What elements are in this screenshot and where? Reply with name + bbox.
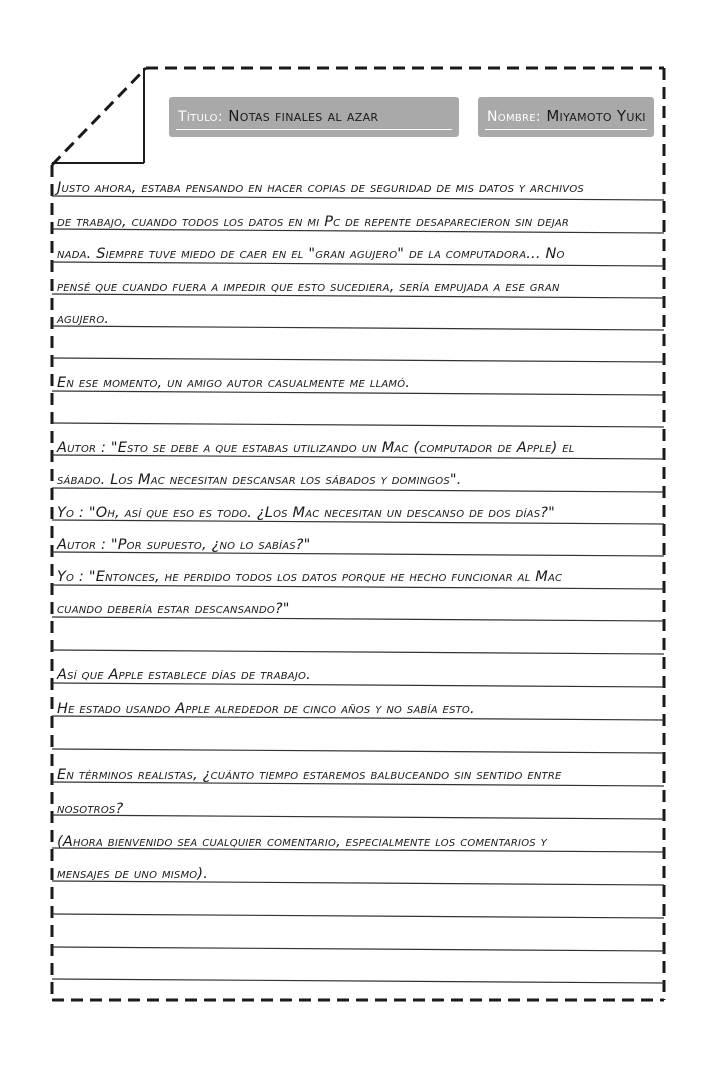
- ruled-line: [52, 815, 664, 819]
- text-line: Yo : "Entonces, he perdido todos los datos porque he hecho funcionar al Mac: [57, 569, 563, 585]
- text-line: He estado usando Apple alrededor de cinco años y no sabía esto.: [57, 701, 475, 717]
- text-line: Justo ahora, estaba pensando en hacer copias de seguridad de mis datos y archivos: [57, 180, 584, 196]
- text-line: Autor : "Por supuesto, ¿no lo sabías?": [57, 537, 311, 553]
- text-line: Yo : "Oh, así que eso es todo. ¿Los Mac necesitan un descanso de dos días?": [57, 505, 556, 521]
- ruled-line: [52, 947, 664, 951]
- folded-corner-diagonal: [52, 68, 146, 165]
- title-label: Título:: [178, 109, 223, 125]
- title-value: Notas finales al azar: [228, 107, 379, 125]
- ruled-line: [52, 617, 664, 621]
- text-line: mensajes de uno mismo).: [57, 866, 209, 882]
- name-label: Nombre:: [487, 109, 541, 125]
- ruled-line: [52, 326, 664, 330]
- ruled-line: [52, 683, 664, 687]
- ruled-line: [52, 585, 664, 589]
- text-line: de trabajo, cuando todos los datos en mi Pc de repente desaparecieron sin dejar: [57, 214, 570, 230]
- ruled-line: [52, 262, 664, 266]
- title-field: [169, 97, 459, 137]
- ruled-line: [52, 196, 664, 200]
- ruled-line: [52, 423, 664, 427]
- name-underline: [485, 129, 647, 130]
- text-line: sábado. Los Mac necesitan descansar los sábados y domingos".: [57, 472, 462, 488]
- text-line: En ese momento, un amigo autor casualmente me llamó.: [57, 375, 411, 391]
- text-line: agujero.: [57, 311, 110, 327]
- text-line: nada. Siempre tuve miedo de caer en el "gran agujero" de la computadora... No: [57, 246, 565, 262]
- text-line: Autor : "Esto se debe a que estabas utilizando un Mac (computador de Apple) el: [57, 440, 575, 456]
- ruled-line: [52, 650, 664, 654]
- text-line: (Ahora bienvenido sea cualquier comentario, especialmente los comentarios y: [57, 834, 547, 850]
- ruled-line: [52, 914, 664, 918]
- text-line: pensé que cuando fuera a impedir que esto sucediera, sería empujada a ese gran: [57, 279, 560, 295]
- name-value: Miyamoto Yuki: [546, 107, 646, 125]
- ruled-line: [52, 979, 664, 983]
- title-underline: [176, 129, 452, 130]
- name-field: [478, 97, 654, 137]
- text-line: cuando debería estar descansando?": [57, 601, 290, 617]
- text-line: nosotros?: [57, 801, 124, 817]
- ruled-line: [52, 488, 664, 492]
- ruled-line: [52, 391, 664, 395]
- text-line: Así que Apple establece días de trabajo.: [57, 667, 311, 683]
- text-line: En términos realistas, ¿cuánto tiempo estaremos balbuceando sin sentido entre: [57, 767, 562, 783]
- ruled-line: [52, 749, 664, 753]
- ruled-line: [52, 358, 664, 362]
